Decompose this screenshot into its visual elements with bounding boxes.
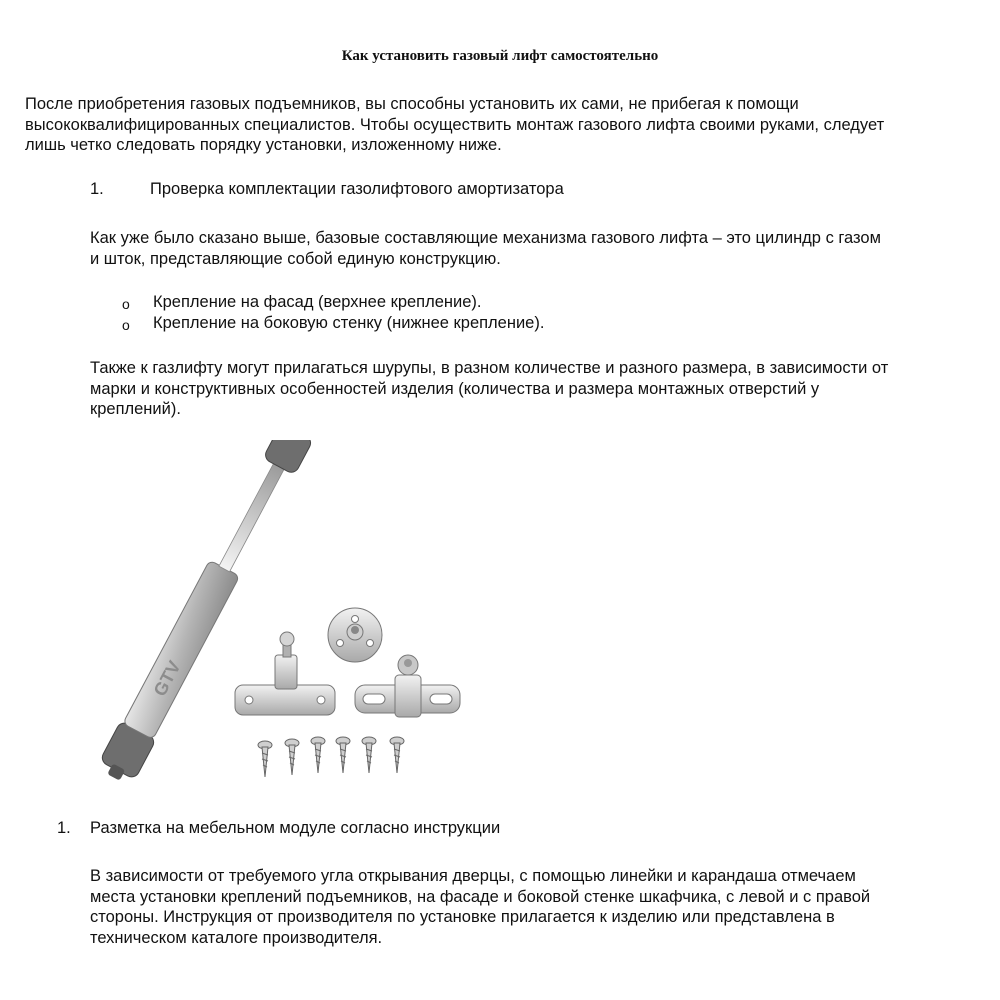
strut-brand-label: GTV bbox=[149, 657, 185, 700]
step1-extra-line: Также к газлифту могут прилагаться шурупы, в разном количестве и разного размера, в зависимости от bbox=[90, 359, 889, 377]
step2-number: 1. bbox=[57, 819, 71, 837]
gas-strut bbox=[96, 440, 319, 787]
side-wall-mounting-bracket bbox=[355, 655, 460, 717]
step1-extra-line: креплений). bbox=[90, 400, 181, 418]
round-mounting-bracket bbox=[328, 608, 382, 662]
screw bbox=[390, 737, 404, 773]
strut-rod bbox=[219, 462, 285, 572]
step1-line: Как уже было сказано выше, базовые составляющие механизма газового лифта – это цилиндр с газом bbox=[90, 229, 881, 247]
intro-line: высококвалифицированных специалистов. Чтобы осуществить монтаж газового лифта своими руками, следует bbox=[25, 115, 885, 134]
bullet-item: Крепление на боковую стенку (нижнее крепление). bbox=[153, 314, 545, 332]
step2-paragraph bbox=[90, 866, 970, 948]
strut-cylinder bbox=[123, 560, 240, 739]
screw bbox=[285, 739, 299, 775]
step2-line: В зависимости от требуемого угла открывания дверцы, с помощью линейки и карандаша отмечаем bbox=[90, 867, 856, 885]
step2-line: места установки креплений подъемников, на фасаде и боковой стенке шкафчика, с левой и с правой bbox=[90, 887, 871, 906]
step1-number: 1. bbox=[90, 180, 104, 198]
intro-line: лишь четко следовать порядку установки, изложенному ниже. bbox=[25, 136, 502, 154]
step1-extra-line: марки и конструктивных особенностей изделия (количества и размера монтажных отверстий у bbox=[90, 379, 820, 398]
bullet-marker: o bbox=[122, 296, 130, 312]
step1-line: и шток, представляющие собой единую конструкцию. bbox=[90, 249, 501, 268]
step1-paragraph bbox=[90, 228, 970, 269]
screw bbox=[336, 737, 350, 773]
step2-line: техническом каталоге производителя. bbox=[90, 928, 383, 947]
intro-line: После приобретения газовых подъемников, вы способны установить их сами, не прибегая к помощи bbox=[25, 95, 799, 113]
bullet-item: Крепление на фасад (верхнее крепление). bbox=[153, 293, 482, 311]
screw bbox=[311, 737, 325, 773]
document-title: Как установить газовый лифт самостоятельно bbox=[341, 48, 659, 64]
screw bbox=[258, 741, 272, 777]
step1-heading: Проверка комплектации газолифтового амортизатора bbox=[150, 180, 564, 198]
screws-set bbox=[258, 737, 404, 777]
step1-extra-paragraph bbox=[90, 358, 970, 420]
intro-paragraph bbox=[25, 94, 975, 156]
screw bbox=[362, 737, 376, 773]
gas-lift-illustration bbox=[85, 440, 485, 790]
bullet-marker: o bbox=[122, 317, 130, 333]
step2-heading: Разметка на мебельном модуле согласно инструкции bbox=[90, 819, 501, 837]
facade-mounting-bracket bbox=[235, 632, 335, 715]
step2-line: стороны. Инструкция от производителя по установке прилагается к изделию или представлена в bbox=[90, 908, 835, 926]
